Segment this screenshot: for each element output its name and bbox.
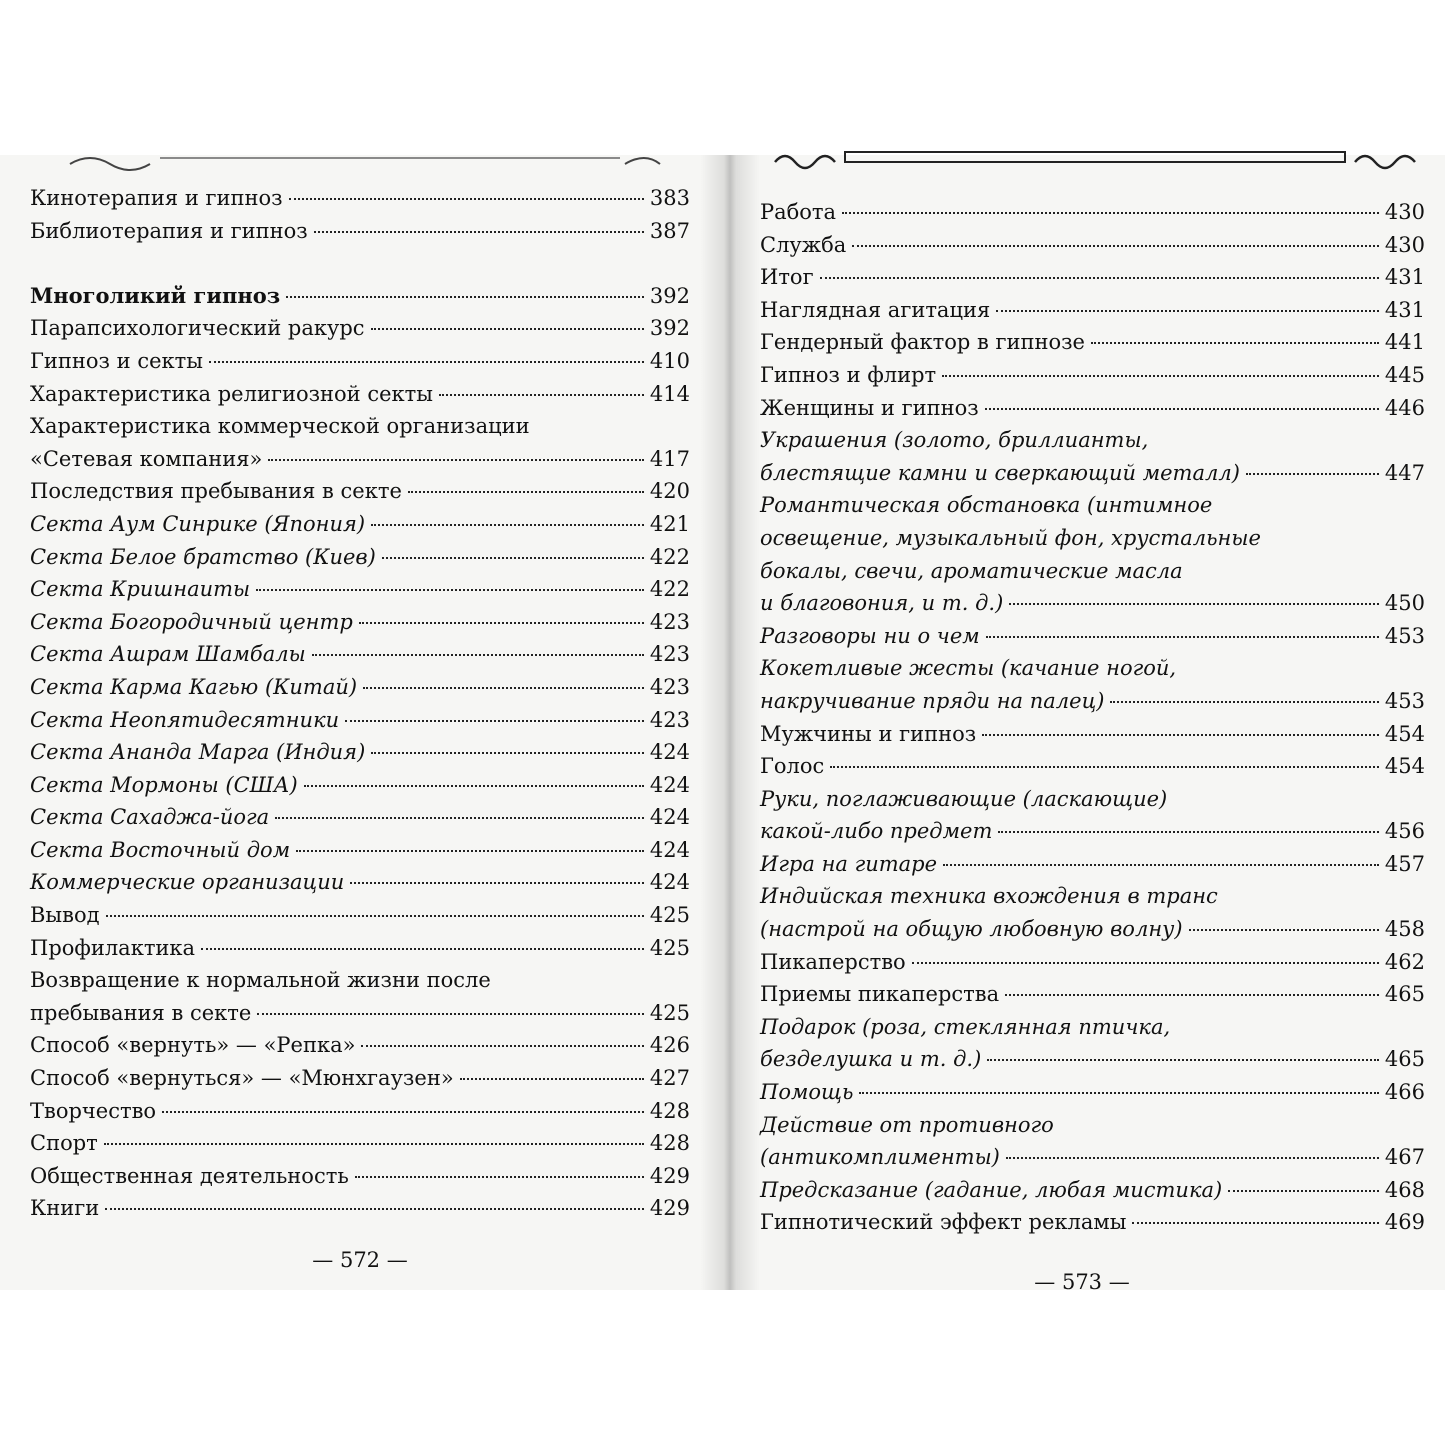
toc-leader-dots <box>1091 342 1379 344</box>
toc-leader-dots <box>257 1013 644 1015</box>
toc-leader-dots <box>361 1045 643 1047</box>
toc-entry-title: Игра на гитаре <box>760 851 938 876</box>
toc-entry-title: Секта Неопятидесятники <box>30 707 340 732</box>
toc-leader-dots <box>1005 994 1379 996</box>
toc-leader-dots <box>942 375 1379 377</box>
header-ornament-left <box>60 150 670 174</box>
toc-entry <box>30 312 690 345</box>
toc-leader-dots <box>859 1092 1378 1094</box>
toc-entry <box>30 1029 690 1062</box>
toc-entry <box>30 508 690 541</box>
toc-entry <box>760 913 1425 946</box>
toc-leader-dots <box>943 864 1379 866</box>
toc-entry-page: 420 <box>649 479 690 504</box>
toc-entry-page: 429 <box>649 1163 690 1188</box>
toc-leader-dots <box>830 766 1379 768</box>
toc-entry-page: 421 <box>649 511 690 536</box>
toc-entry-page: 453 <box>1384 688 1425 713</box>
toc-entry-page: 454 <box>1384 754 1425 779</box>
toc-entry-title: Гипноз и флирт <box>760 362 937 387</box>
toc-leader-dots <box>256 589 644 591</box>
toc-leader-dots <box>286 296 644 298</box>
toc-leader-dots <box>312 654 644 656</box>
toc-entry-title: Коммерческие организации <box>30 870 345 895</box>
toc-entry-title: Спорт <box>30 1131 98 1156</box>
toc-entry-title: Гендерный фактор в гипнозе <box>760 330 1085 355</box>
toc-entry <box>30 801 690 834</box>
toc-entry-title: «Сетевая компания» <box>30 446 263 471</box>
toc-entry-title: Гипнотический эффект рекламы <box>760 1210 1127 1235</box>
toc-entry <box>760 294 1425 327</box>
toc-entry-page: 424 <box>649 740 690 765</box>
toc-entry <box>30 1127 690 1160</box>
toc-leader-dots <box>162 1111 644 1113</box>
toc-entry-page: 387 <box>649 218 690 243</box>
toc-leader-dots <box>268 459 644 461</box>
toc-entry-page: 427 <box>649 1066 690 1091</box>
toc-entry-title: Секта Белое братство (Киев) <box>30 544 376 569</box>
toc-entry-title: Способ «вернуться» — «Мюнхгаузен» <box>30 1066 454 1091</box>
toc-leader-dots <box>986 636 1379 638</box>
toc-entry-page: 466 <box>1384 1080 1425 1105</box>
toc-entry-title: Секта Кришнаиты <box>30 577 251 602</box>
toc-leader-dots <box>355 1176 644 1178</box>
toc-entry-title: Творчество <box>30 1098 157 1123</box>
toc-entry <box>760 1109 1425 1142</box>
page-number-right: — 573 — <box>1034 1270 1130 1290</box>
toc-entry <box>30 541 690 574</box>
toc-entry-title: Разговоры ни о чем <box>760 623 980 648</box>
toc-entry-title: безделушка и т. д.) <box>760 1047 982 1072</box>
toc-entry-title: Библиотерапия и гипноз <box>30 218 308 243</box>
toc-entry <box>30 378 690 411</box>
toc-entry <box>30 671 690 704</box>
toc-leader-dots <box>982 734 1379 736</box>
toc-entry <box>760 555 1425 588</box>
toc-entry-title: Секта Мормоны (США) <box>30 772 298 797</box>
toc-entry-title: Служба <box>760 232 847 257</box>
toc-entry <box>30 736 690 769</box>
toc-entry-title: Секта Ананда Марга (Индия) <box>30 740 366 765</box>
toc-entry <box>760 1174 1425 1207</box>
toc-entry <box>30 932 690 965</box>
toc-entry-title: Приемы пикаперства <box>760 982 1000 1007</box>
toc-entry-title: Способ «вернуть» — «Репка» <box>30 1033 356 1058</box>
toc-leader-dots <box>382 557 644 559</box>
toc-entry <box>760 196 1425 229</box>
toc-entry-page: 417 <box>649 446 690 471</box>
toc-entry <box>760 229 1425 262</box>
toc-entry-title: накручивание пряди на палец) <box>760 688 1105 713</box>
toc-entry <box>30 1095 690 1128</box>
toc-entry <box>760 880 1425 913</box>
toc-leader-dots <box>985 408 1379 410</box>
toc-entry-title: Индийская техника вхождения в транс <box>760 884 1218 909</box>
toc-leader-dots <box>460 1078 644 1080</box>
toc-entry-title: Секта Богородичный центр <box>30 609 353 634</box>
toc-right-page <box>760 196 1425 1239</box>
toc-entry <box>760 848 1425 881</box>
toc-entry-page: 425 <box>649 935 690 960</box>
toc-leader-dots <box>105 1208 644 1210</box>
toc-entry <box>760 457 1425 490</box>
toc-entry <box>30 215 690 248</box>
toc-leader-dots <box>439 394 644 396</box>
toc-entry <box>760 783 1425 816</box>
toc-entry-title: пребывания в секте <box>30 1000 252 1025</box>
toc-entry-page: 458 <box>1384 917 1425 942</box>
toc-leader-dots <box>350 882 644 884</box>
toc-entry <box>30 280 690 313</box>
toc-entry-title: Гипноз и секты <box>30 348 203 373</box>
toc-entry <box>30 410 690 443</box>
toc-entry <box>30 899 690 932</box>
toc-entry <box>30 997 690 1030</box>
toc-entry <box>760 261 1425 294</box>
toc-entry <box>760 685 1425 718</box>
toc-entry-page: 430 <box>1384 200 1425 224</box>
toc-leader-dots <box>106 915 644 917</box>
toc-entry <box>30 606 690 639</box>
toc-leader-dots <box>314 231 644 233</box>
toc-entry-page: 441 <box>1384 330 1425 355</box>
toc-entry-title: Руки, поглаживающие (ласкающие) <box>760 786 1168 811</box>
toc-entry-title: Секта Восточный дом <box>30 837 291 862</box>
header-ornament-right <box>770 150 1425 174</box>
toc-left-page <box>30 182 690 1225</box>
toc-entry-title: Наглядная агитация <box>760 297 991 322</box>
toc-leader-dots <box>371 752 644 754</box>
toc-entry <box>30 964 690 997</box>
toc-entry <box>760 946 1425 979</box>
toc-leader-dots <box>1228 1190 1379 1192</box>
toc-entry-title: Книги <box>30 1196 100 1221</box>
toc-entry <box>760 1206 1425 1239</box>
toc-leader-dots <box>1132 1222 1379 1224</box>
toc-leader-dots <box>275 817 644 819</box>
toc-entry-title: Парапсихологический ракурс <box>30 316 365 341</box>
toc-entry <box>30 182 690 215</box>
book-gutter <box>700 155 760 1290</box>
toc-leader-dots <box>1189 929 1379 931</box>
toc-entry-title: Предсказание (гадание, любая мистика) <box>760 1177 1223 1202</box>
toc-entry-page: 392 <box>649 283 690 308</box>
toc-entry <box>760 815 1425 848</box>
toc-entry-page: 383 <box>649 186 690 210</box>
toc-entry <box>760 424 1425 457</box>
toc-entry <box>30 1062 690 1095</box>
toc-leader-dots <box>408 491 644 493</box>
toc-entry-title: блестящие камни и сверкающий металл) <box>760 460 1240 485</box>
toc-entry-page: 465 <box>1384 982 1425 1007</box>
toc-entry-page: 428 <box>649 1098 690 1123</box>
toc-entry-page: 454 <box>1384 721 1425 746</box>
toc-leader-dots <box>201 948 644 950</box>
toc-leader-dots <box>998 831 1379 833</box>
toc-entry-title: Мужчины и гипноз <box>760 721 977 746</box>
toc-entry-page: 425 <box>649 1000 690 1025</box>
toc-entry <box>760 326 1425 359</box>
toc-entry <box>30 769 690 802</box>
toc-entry-page: 430 <box>1384 232 1425 257</box>
toc-leader-dots <box>296 850 644 852</box>
toc-entry-title: Последствия пребывания в секте <box>30 479 402 504</box>
toc-entry-title: Кокетливые жесты (качание ногой, <box>760 656 1177 681</box>
toc-leader-dots <box>209 361 644 363</box>
toc-entry <box>760 359 1425 392</box>
toc-entry <box>30 638 690 671</box>
toc-entry-page: 431 <box>1384 265 1425 290</box>
toc-entry-title: Украшения (золото, бриллианты, <box>760 428 1149 453</box>
toc-entry-title: Секта Карма Кагью (Китай) <box>30 674 358 699</box>
toc-entry <box>760 522 1425 555</box>
toc-entry-page: 467 <box>1384 1145 1425 1170</box>
toc-entry-title: Пикаперство <box>760 949 906 974</box>
toc-entry-page: 429 <box>649 1196 690 1221</box>
toc-leader-dots <box>912 962 1379 964</box>
toc-entry-page: 457 <box>1384 851 1425 876</box>
toc-entry-page: 423 <box>649 674 690 699</box>
toc-entry-page: 410 <box>649 348 690 373</box>
toc-entry-title: Помощь <box>760 1080 854 1105</box>
toc-entry <box>30 1160 690 1193</box>
toc-entry-page: 423 <box>649 707 690 732</box>
toc-leader-dots <box>345 720 644 722</box>
toc-leader-dots <box>371 328 644 330</box>
toc-entry <box>760 489 1425 522</box>
toc-entry-title: Работа <box>760 200 837 224</box>
toc-entry-page: 424 <box>649 870 690 895</box>
toc-leader-dots <box>304 785 644 787</box>
toc-leader-dots <box>842 212 1379 214</box>
toc-leader-dots <box>104 1143 644 1145</box>
toc-entry-page: 450 <box>1384 591 1425 616</box>
toc-entry <box>30 834 690 867</box>
toc-entry-title: Возвращение к нормальной жизни после <box>30 968 491 993</box>
toc-entry <box>760 750 1425 783</box>
toc-entry-title: Голос <box>760 754 825 779</box>
toc-entry-title: Секта Аум Синрике (Япония) <box>30 511 366 536</box>
toc-entry-title: (антикомплименты) <box>760 1145 1000 1170</box>
toc-entry-title: Общественная деятельность <box>30 1163 349 1188</box>
toc-entry-title: Многоликий гипноз <box>30 282 281 308</box>
toc-entry-page: 424 <box>649 805 690 830</box>
toc-entry-title: бокалы, свечи, ароматические масла <box>760 558 1183 583</box>
toc-entry <box>760 978 1425 1011</box>
toc-entry-title: Вывод <box>30 903 100 928</box>
toc-entry <box>30 345 690 378</box>
toc-entry-page: 422 <box>649 544 690 569</box>
toc-entry <box>760 718 1425 751</box>
page-number-left: — 572 — <box>312 1248 408 1272</box>
toc-entry <box>30 1192 690 1225</box>
toc-entry-page: 423 <box>649 642 690 667</box>
toc-entry <box>30 704 690 737</box>
toc-entry-page: 453 <box>1384 623 1425 648</box>
toc-entry <box>760 392 1425 425</box>
toc-leader-dots <box>371 524 644 526</box>
toc-leader-dots <box>820 277 1379 279</box>
toc-entry-page: 465 <box>1384 1047 1425 1072</box>
toc-entry-title: Профилактика <box>30 935 196 960</box>
toc-entry <box>30 866 690 899</box>
toc-entry-title: Подарок (роза, стеклянная птичка, <box>760 1014 1171 1039</box>
toc-entry-title: Секта Ашрам Шамбалы <box>30 642 306 667</box>
toc-entry-title: Характеристика религиозной секты <box>30 381 433 406</box>
toc-leader-dots <box>359 622 644 624</box>
toc-entry-page: 468 <box>1384 1177 1425 1202</box>
toc-entry <box>30 443 690 476</box>
toc-entry-page: 424 <box>649 772 690 797</box>
toc-entry-page: 423 <box>649 609 690 634</box>
toc-entry <box>760 1076 1425 1109</box>
toc-entry-title: Характеристика коммерческой организации <box>30 414 530 439</box>
toc-entry-page: 424 <box>649 837 690 862</box>
toc-entry-title: Романтическая обстановка (интимное <box>760 493 1213 518</box>
toc-entry-title: освещение, музыкальный фон, хрустальные <box>760 525 1261 550</box>
toc-entry-page: 392 <box>649 316 690 341</box>
toc-entry-page: 425 <box>649 903 690 928</box>
toc-entry <box>760 1011 1425 1044</box>
toc-entry-title: какой-либо предмет <box>760 819 993 844</box>
toc-spacer <box>30 247 690 280</box>
toc-entry-title: Кинотерапия и гипноз <box>30 186 283 210</box>
toc-entry-title: и благовония, и т. д.) <box>760 591 1004 616</box>
toc-leader-dots <box>1110 701 1378 703</box>
toc-entry <box>760 620 1425 653</box>
toc-entry-title: Секта Сахаджа-йога <box>30 805 270 830</box>
toc-entry <box>760 587 1425 620</box>
toc-entry <box>30 475 690 508</box>
toc-entry-page: 428 <box>649 1131 690 1156</box>
toc-entry-page: 462 <box>1384 949 1425 974</box>
toc-entry <box>760 1043 1425 1076</box>
toc-leader-dots <box>987 1059 1379 1061</box>
toc-entry <box>760 652 1425 685</box>
toc-leader-dots <box>1009 603 1379 605</box>
toc-entry <box>760 1141 1425 1174</box>
toc-leader-dots <box>363 687 644 689</box>
toc-entry-page: 469 <box>1384 1210 1425 1235</box>
toc-leader-dots <box>852 245 1379 247</box>
toc-leader-dots <box>1006 1157 1379 1159</box>
toc-leader-dots <box>1246 473 1379 475</box>
toc-entry-title: (настрой на общую любовную волну) <box>760 917 1183 942</box>
toc-entry-page: 422 <box>649 577 690 602</box>
toc-entry-page: 445 <box>1384 362 1425 387</box>
toc-entry-title: Итог <box>760 265 814 290</box>
toc-entry <box>30 573 690 606</box>
toc-leader-dots <box>996 310 1379 312</box>
toc-leader-dots <box>289 198 644 200</box>
toc-entry-page: 456 <box>1384 819 1425 844</box>
toc-entry-title: Действие от противного <box>760 1112 1054 1137</box>
toc-entry-title: Женщины и гипноз <box>760 395 979 420</box>
toc-entry-page: 426 <box>649 1033 690 1058</box>
toc-entry-page: 447 <box>1384 460 1425 485</box>
toc-entry-page: 446 <box>1384 395 1425 420</box>
toc-entry-page: 414 <box>649 381 690 406</box>
toc-entry-page: 431 <box>1384 297 1425 322</box>
